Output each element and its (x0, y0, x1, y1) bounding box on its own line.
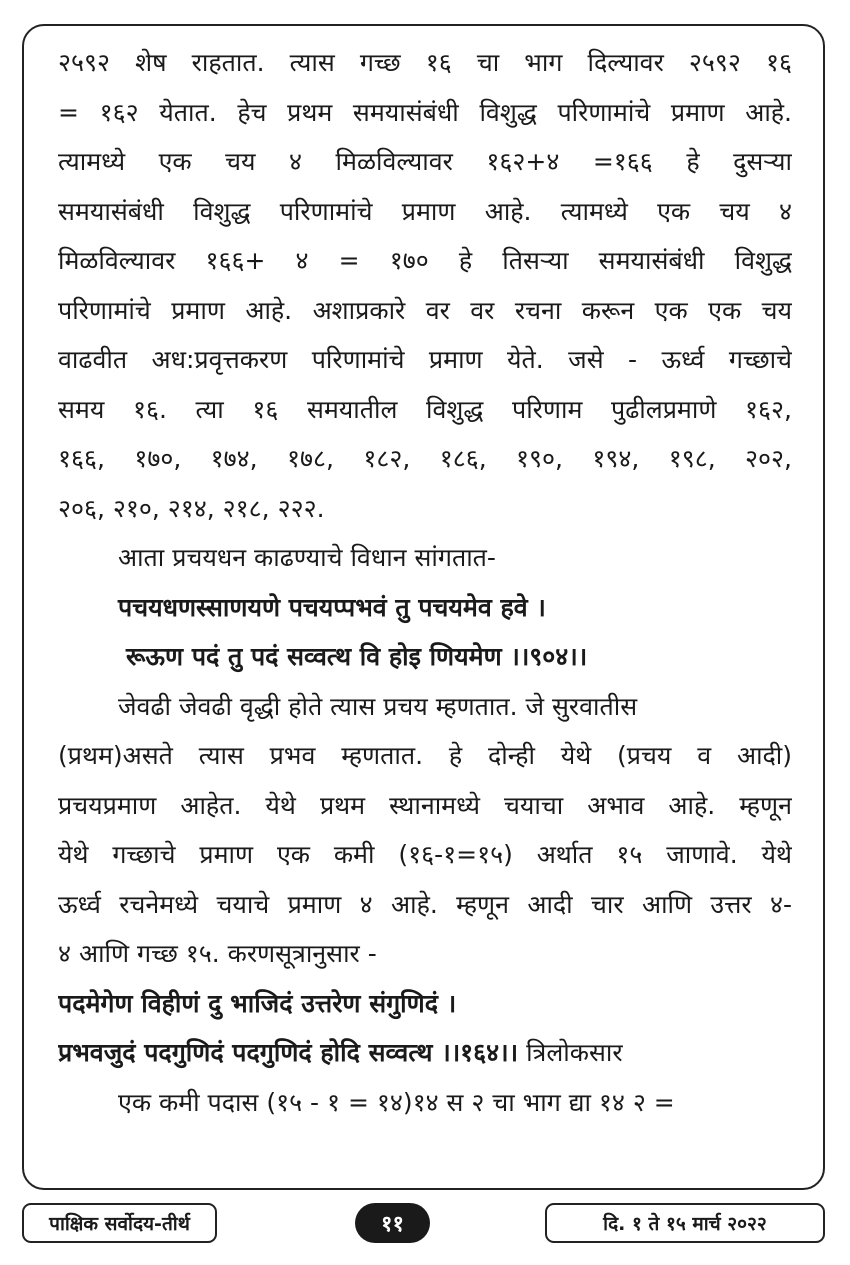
text-line: मिळविल्यावर १६६+ ४ = १७० हे तिसऱ्या समयासंबंधी विशुद्ध (58, 246, 792, 275)
text-line: (प्रथम)असते त्यास प्रभव म्हणतात. हे दोन्ही येथे (प्रचय व आदी) (58, 741, 792, 770)
verse-line: रूऊण पदं तु पदं सव्वत्थ वि होइ णियमेण ।।९०४।। (126, 642, 588, 671)
text-line: प्रचयप्रमाण आहेत. येथे प्रथम स्थानामध्ये चयाचा अभाव आहे. म्हणून (58, 790, 792, 820)
text-line: समयासंबंधी विशुद्ध परिणामांचे प्रमाण आहे. त्यामध्ये एक चय ४ (58, 196, 792, 226)
text-line: परिणामांचे प्रमाण आहे. अशाप्रकारे वर वर रचना करून एक एक चय (58, 295, 792, 325)
text-line: जेवढी जेवढी वृद्धी होते त्यास प्रचय म्हणतात. जे सुरवातीस (118, 691, 638, 721)
section-intro: आता प्रचयधन काढण्याचे विधान सांगतात- (118, 543, 496, 572)
text-line: = १६२ येतात. हेच प्रथम समयासंबंधी विशुद्ध परिणामांचे प्रमाण आहे. (58, 97, 792, 127)
text-line: येथे गच्छाचे प्रमाण एक कमी (१६-१=१५) अर्थात १५ जाणावे. येथे (58, 840, 792, 869)
verse-line: प्रभवजुदं पदगुणिदं पदगुणिदं होदि सव्वत्थ ।।१६४।। (58, 1038, 519, 1067)
text-line: ४ आणि गच्छ १५. करणसूत्रानुसार - (58, 939, 377, 968)
text-line: त्यामध्ये एक चय ४ मिळविल्यावर १६२+४ =१६६ हे दुसऱ्या (58, 147, 792, 176)
text-line: वाढवीत अध:प्रवृत्तकरण परिणामांचे प्रमाण येते. जसे - ऊर्ध्व गच्छाचे (58, 345, 792, 374)
text-line: २०६, २१०, २१४, २१८, २२२. (58, 493, 325, 523)
text-line: १६६, १७०, १७४, १७८, १८२, १८६, १९०, १९४, १९८, २०२, (58, 444, 792, 473)
verse-line: पचयधणस्साणयणे पचयप्पभवं तु पचयमेव हवे । (118, 592, 546, 622)
verse-source: त्रिलोकसार (526, 1038, 623, 1067)
text-line: २५९२ शेष राहतात. त्यास गच्छ १६ चा भाग दिल्यावर २५९२ १६ (58, 48, 792, 77)
issue-date: दि. १ ते १५ मार्च २०२२ (545, 1203, 825, 1243)
text-line: समय १६. त्या १६ समयातील विशुद्ध परिणाम पुढीलप्रमाणे १६२, (58, 394, 792, 424)
page-body (58, 38, 792, 1127)
page-number: ११ (355, 1203, 430, 1243)
publication-label: पाक्षिक सर्वोदय-तीर्थ (22, 1203, 217, 1243)
verse-line-with-source (58, 1028, 792, 1078)
text-line: ऊर्ध्व रचनेमध्ये चयाचे प्रमाण ४ आहे. म्हणून आदी चार आणि उत्तर ४- (58, 889, 792, 919)
text-line: एक कमी पदास (१५ - १ = १४)१४ स २ चा भाग द्या १४ २ = (118, 1087, 675, 1117)
verse-line: पदमेगेण विहीणं दु भाजिदं उत्तरेण संगुणिदं । (58, 988, 457, 1018)
